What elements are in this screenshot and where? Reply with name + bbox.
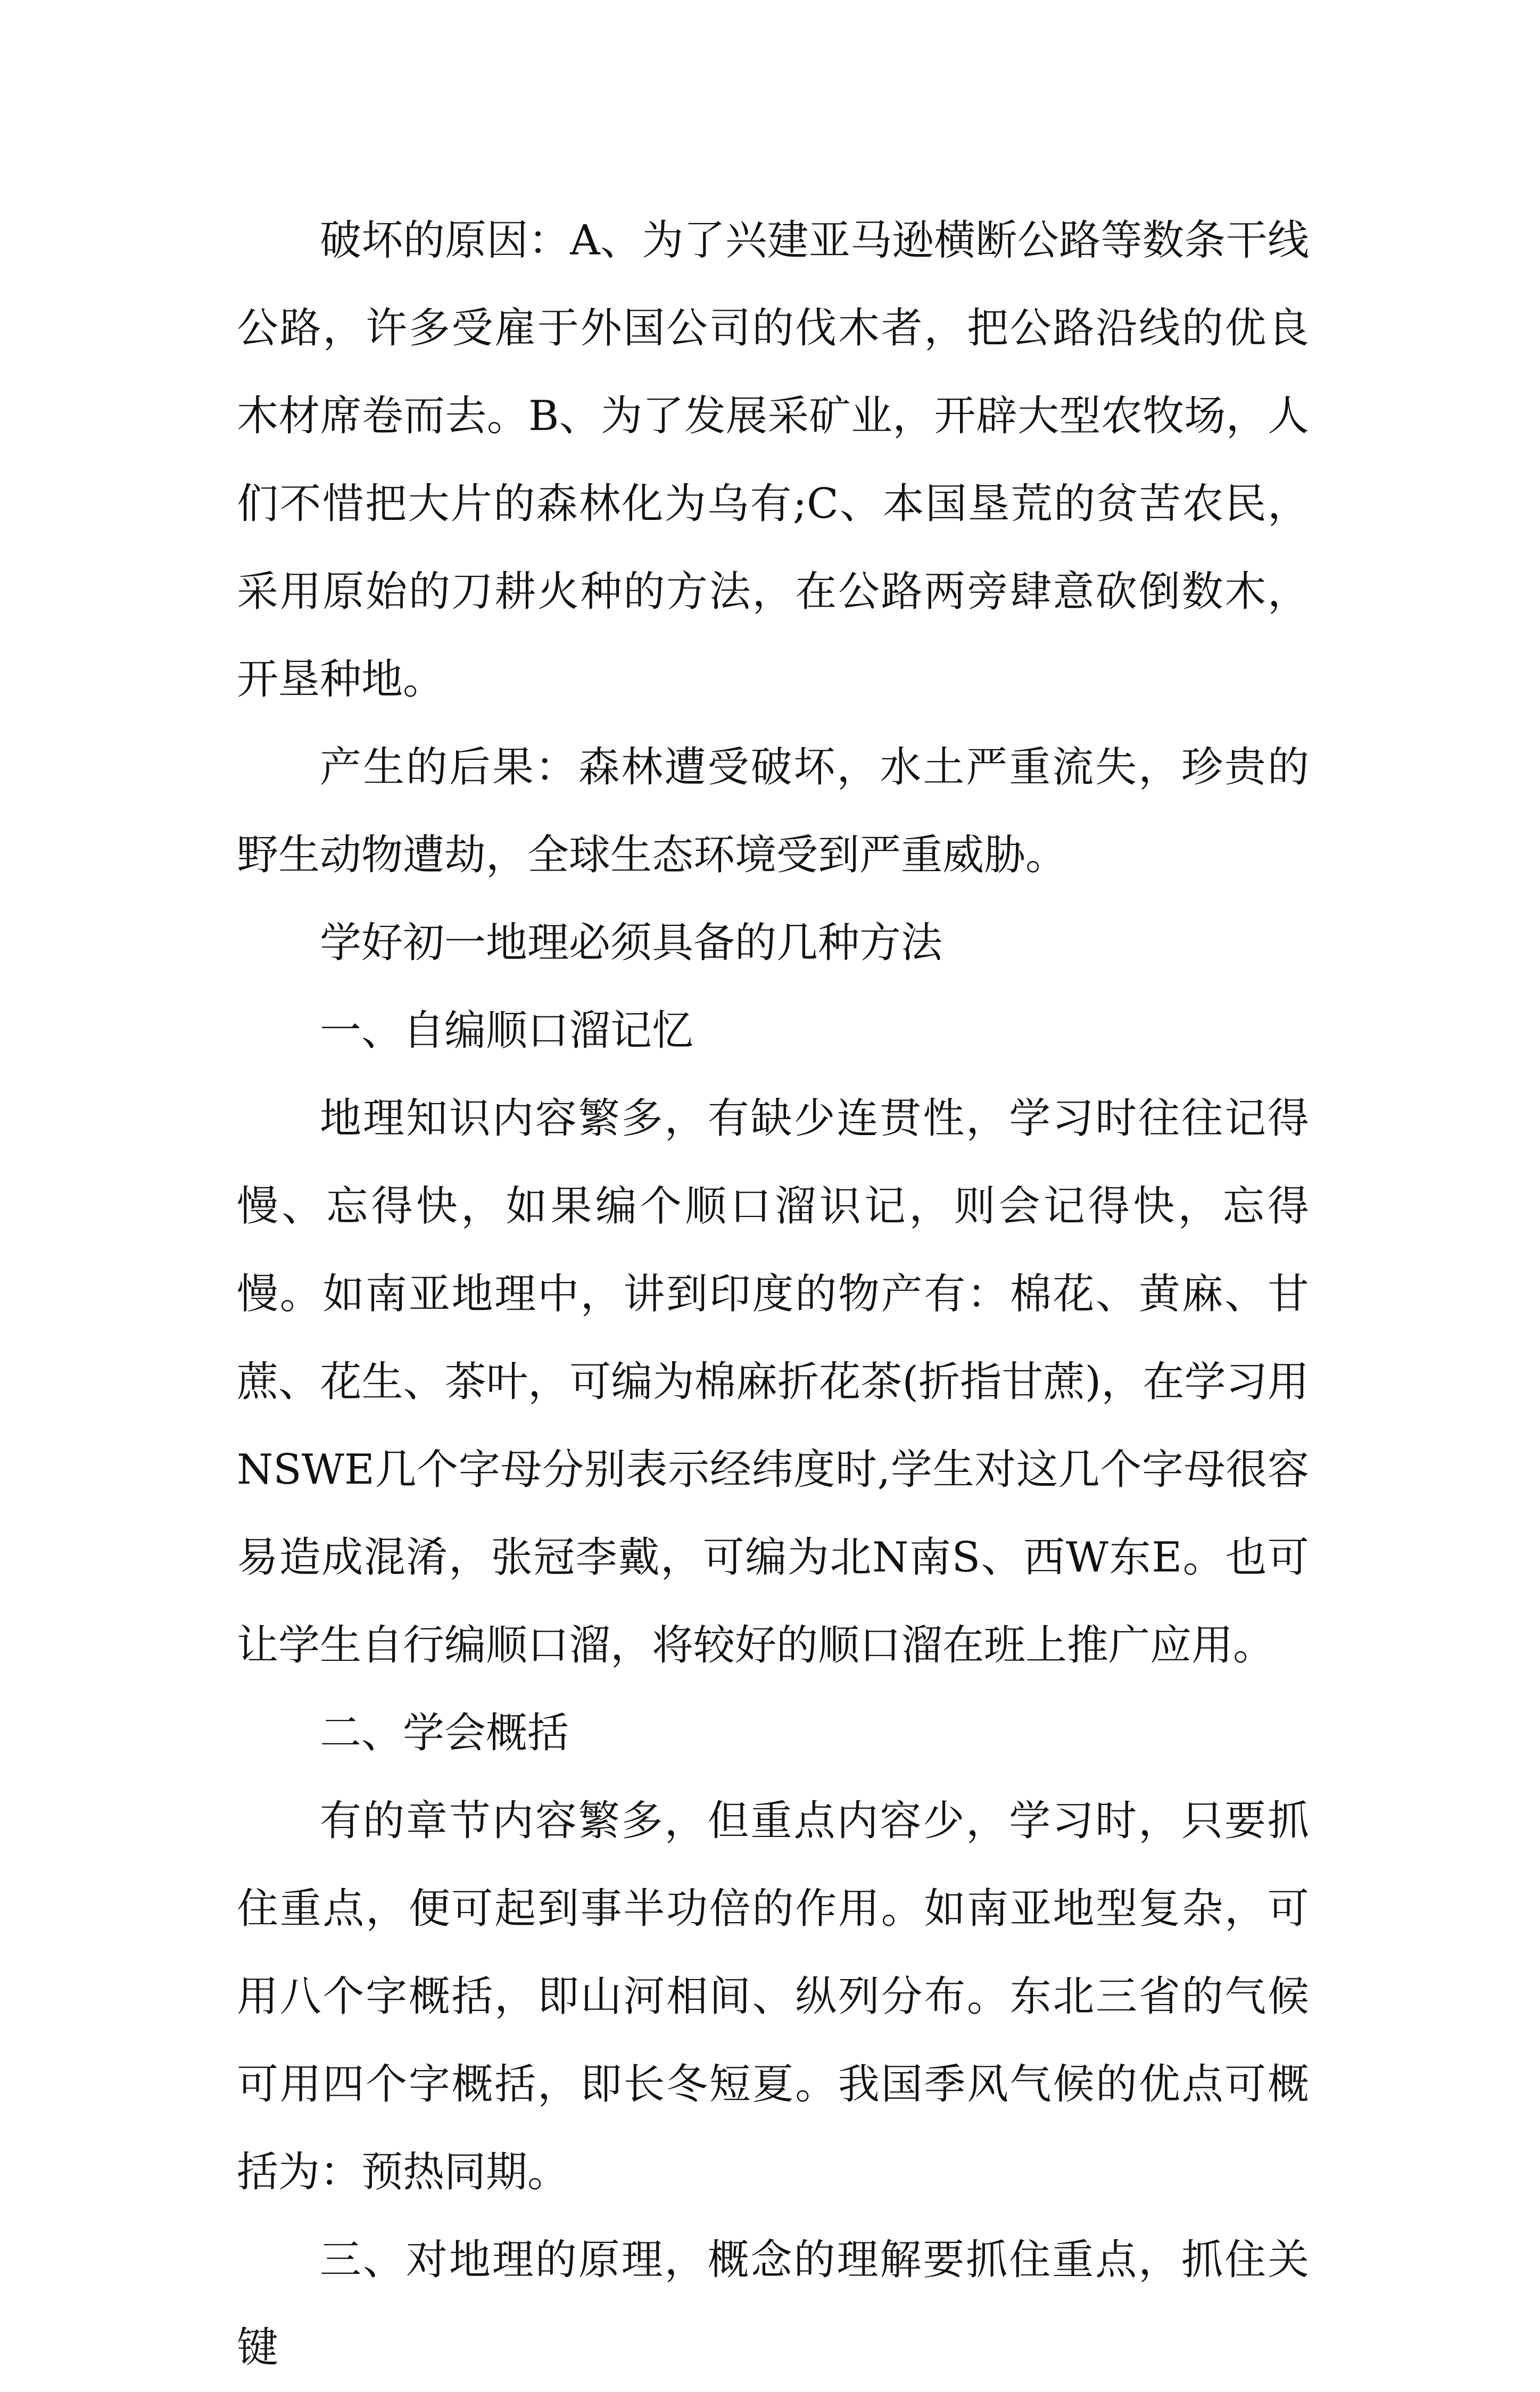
heading-method-3: 三、对地理的原理，概念的理解要抓住重点，抓住关键: [237, 2236, 1309, 2372]
heading-method-2: 二、学会概括: [320, 1709, 569, 1757]
heading-method-1: 一、自编顺口溜记忆: [320, 1007, 694, 1055]
section-title-methods: 学好初一地理必须具备的几种方法: [320, 919, 943, 967]
document-body: [237, 197, 1309, 2392]
paragraph-consequences: 产生的后果：森林遭受破坏，水土严重流失，珍贵的野生动物遭劫，全球生态环境受到严重威胁。: [237, 743, 1309, 879]
paragraph-method-1: 地理知识内容繁多，有缺少连贯性，学习时往往记得慢、忘得快，如果编个顺口溜识记，则会记得快，忘得慢。如南亚地理中，讲到印度的物产有：棉花、黄麻、甘蔗、花生、茶叶，可编为棉麻折花茶(折指甘蔗)，在学习用NSWE几个字母分别表示经纬度时,学生对这几个字母很容易造成混淆，张冠李戴，可编为北N南S、西W东E。也可让学生自行编顺口溜，将较好的顺口溜在班上推广应用。: [237, 1095, 1309, 1669]
paragraph-method-2: 有的章节内容繁多，但重点内容少，学习时，只要抓住重点，便可起到事半功倍的作用。如南亚地型复杂，可用八个字概括，即山河相间、纵列分布。东北三省的气候可用四个字概括，即长冬短夏。我国季风气候的优点可概括为：预热同期。: [237, 1797, 1309, 2196]
paragraph-destruction-causes: 破坏的原因：A、为了兴建亚马逊横断公路等数条干线公路，许多受雇于外国公司的伐木者，把公路沿线的优良木材席卷而去。B、为了发展采矿业，开辟大型农牧场，人们不惜把大片的森林化为乌有;C、本国垦荒的贫苦农民，采用原始的刀耕火种的方法，在公路两旁肆意砍倒数木，开垦种地。: [237, 217, 1309, 703]
